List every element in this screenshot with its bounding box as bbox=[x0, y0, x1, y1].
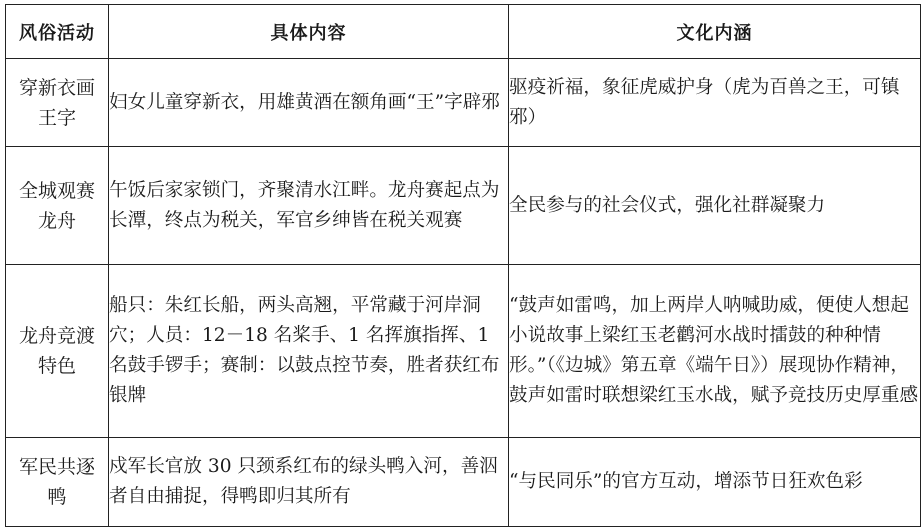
meaning-cell: 全民参与的社会仪式，强化社群凝聚力 bbox=[509, 147, 921, 265]
activity-cell: 军民共逐鸭 bbox=[6, 438, 109, 527]
table-row bbox=[6, 59, 921, 147]
table-row bbox=[6, 265, 921, 438]
customs-table bbox=[5, 4, 921, 527]
meaning-cell: 驱疫祈福，象征虎威护身（虎为百兽之王，可镇邪） bbox=[509, 59, 921, 147]
activity-cell: 穿新衣画王字 bbox=[6, 59, 109, 147]
activity-cell: 龙舟竞渡特色 bbox=[6, 265, 109, 438]
content-cell: 午饭后家家锁门，齐聚清水江畔。龙舟赛起点为长潭，终点为税关，军官乡绅皆在税关观赛 bbox=[109, 147, 509, 265]
header-content: 具体内容 bbox=[109, 5, 509, 59]
meaning-cell: “与民同乐”的官方互动，增添节日狂欢色彩 bbox=[509, 438, 921, 527]
table-row bbox=[6, 438, 921, 527]
content-cell: 船只：朱红长船，两头高翘，平常藏于河岸洞穴；人员：12－18 名桨手、1 名挥旗指挥、1 名鼓手锣手；赛制：以鼓点控节奏，胜者获红布银牌 bbox=[109, 265, 509, 438]
table-header-row bbox=[6, 5, 921, 59]
table-row bbox=[6, 147, 921, 265]
header-activity: 风俗活动 bbox=[6, 5, 109, 59]
content-cell: 戍军长官放 30 只颈系红布的绿头鸭入河，善泅者自由捕捉，得鸭即归其所有 bbox=[109, 438, 509, 527]
activity-cell: 全城观赛龙舟 bbox=[6, 147, 109, 265]
content-cell: 妇女儿童穿新衣，用雄黄酒在额角画“王”字辟邪 bbox=[109, 59, 509, 147]
header-meaning: 文化内涵 bbox=[509, 5, 921, 59]
meaning-cell: “鼓声如雷鸣，加上两岸人呐喊助威，便使人想起小说故事上梁红玉老鹳河水战时擂鼓的种种情形。”（《边城》第五章《端午日》）展现协作精神，鼓声如雷时联想梁红玉水战，赋予竞技历史厚重感 bbox=[509, 265, 921, 438]
